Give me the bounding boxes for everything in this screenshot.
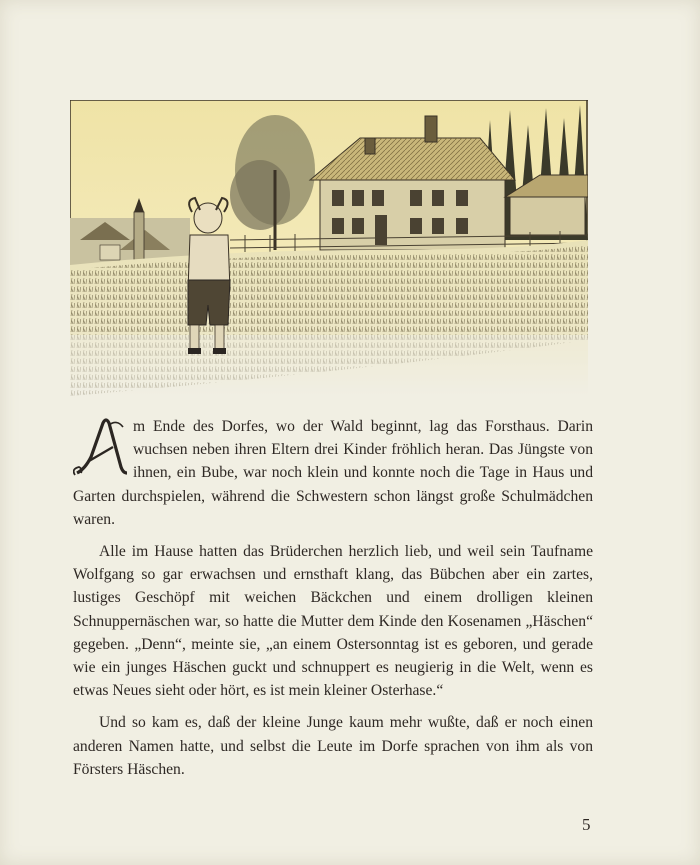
paragraph-1-text: m Ende des Dorfes, wo der Wald beginnt, lag das Forsthaus. Darin wuchsen neben ihren Eltern drei Kinder fröhlich heran. Das Jüngste von ihnen, ein Bube, war noch klein und konnte noch die Tage in Haus und Garten durchspielen, während die Schwestern schon längst große Schulmädchen waren.	[73, 418, 593, 528]
page-number: 5	[582, 815, 591, 834]
story-text	[73, 415, 593, 790]
illustration	[70, 100, 588, 396]
forsthaus-meadow-illustration	[70, 100, 588, 396]
paragraph-2: Alle im Hause hatten das Brüderchen herzlich lieb, und weil sein Taufname Wolfgang so gar erwachsen und ernsthaft klang, das Bübchen aber ein zartes, lustiges Geschöpf mit weichen Bäckchen und einem drolligen kleinen Schnuppernäschen war, so hatte die Mutter dem Kinde den Kosenamen „Häschen“ gegeben. „Denn“, meinte sie, „an einem Ostersonntag ist es geboren, und gerade wie ein junges Häschen guckt und schnuppert es neugierig in die Welt, wenn es etwas Neues sieht oder hört, es ist mein kleiner Osterhase.“	[73, 543, 593, 700]
drop-cap-letter-a	[73, 417, 127, 477]
paragraph-1	[73, 415, 593, 531]
paragraph-3: Und so kam es, daß der kleine Junge kaum mehr wußte, daß er noch einen anderen Namen hatte, und selbst die Leute im Dorfe sprachen von ihm als von Försters Häschen.	[73, 714, 593, 778]
